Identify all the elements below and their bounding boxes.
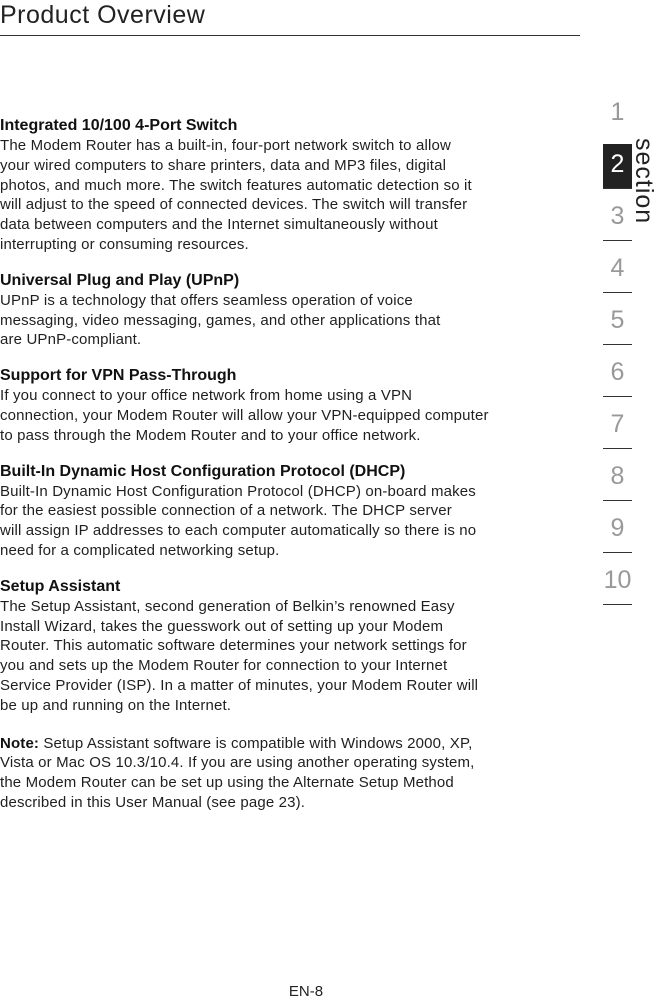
- body-line: Install Wizard, takes the guesswork out of setting up your Modem: [0, 617, 444, 635]
- body-line: you and sets up the Modem Router for connection to your Internet: [0, 657, 448, 675]
- section-tab-number: 6: [610, 358, 625, 386]
- body-line: Built-In Dynamic Host Configuration Protocol (DHCP) on-board makes: [0, 482, 476, 500]
- section-tab-9[interactable]: [603, 504, 632, 556]
- body-line: messaging, video messaging, games, and other applications that: [0, 311, 441, 329]
- body-line: If you connect to your office network from home using a VPN: [0, 387, 413, 405]
- section-tab-number: 3: [610, 202, 625, 230]
- section-tab-number: 5: [610, 306, 625, 334]
- section-tab-number: 7: [610, 410, 625, 438]
- section-tab-number: 10: [603, 566, 632, 594]
- section-heading: Support for VPN Pass-Through: [0, 367, 237, 385]
- section-tab-number: 8: [610, 462, 625, 490]
- section-heading: Universal Plug and Play (UPnP): [0, 271, 240, 289]
- section-dhcp: [0, 462, 575, 561]
- section-tab-8[interactable]: [603, 452, 632, 504]
- body-line: connection, your Modem Router will allow your VPN-equipped computer: [0, 406, 489, 424]
- body-line: Router. This automatic software determines your network settings for: [0, 637, 467, 655]
- section-tab-5[interactable]: [603, 296, 632, 348]
- section-body: [0, 291, 575, 350]
- note-line: Setup Assistant software is compatible with Windows 2000, XP,: [39, 734, 473, 752]
- body-line: photos, and much more. The switch features automatic detection so it: [0, 176, 472, 194]
- section-body: [0, 386, 575, 445]
- section-vpn: [0, 366, 575, 445]
- section-tab-1[interactable]: [603, 88, 632, 140]
- note-label: Note:: [0, 734, 40, 752]
- section-body: [0, 136, 575, 255]
- note-line: described in this User Manual (see page 23).: [0, 793, 306, 811]
- body-line: be up and running on the Internet.: [0, 696, 232, 714]
- section-tab-number: 2: [610, 150, 625, 178]
- body-line: The Setup Assistant, second generation of Belkin’s renowned Easy: [0, 597, 455, 615]
- body-line: will assign IP addresses to each computer automatically so there is no: [0, 522, 477, 540]
- page-title: Product Overview: [0, 1, 206, 29]
- section-label: section: [630, 138, 658, 225]
- section-tab-6[interactable]: [603, 348, 632, 400]
- section-tab-number: 4: [610, 254, 625, 282]
- section-upnp: [0, 271, 575, 350]
- section-heading: Built-In Dynamic Host Configuration Protocol (DHCP): [0, 462, 406, 480]
- title-divider: [0, 35, 580, 36]
- section-setup-assistant: [0, 577, 575, 716]
- body-line: to pass through the Modem Router and to your office network.: [0, 426, 421, 444]
- section-tab-10[interactable]: [603, 556, 632, 608]
- body-line: your wired computers to share printers, data and MP3 files, digital: [0, 156, 447, 174]
- section-tab-4[interactable]: [603, 244, 632, 296]
- body-line: interrupting or consuming resources.: [0, 235, 249, 253]
- section-tab-number: 1: [610, 98, 625, 126]
- body-line: for the easiest possible connection of a network. The DHCP server: [0, 502, 452, 520]
- body-line: UPnP is a technology that offers seamless operation of voice: [0, 291, 413, 309]
- main-content: [0, 116, 575, 813]
- section-tab-number: 9: [610, 514, 625, 542]
- note-paragraph: [0, 734, 575, 813]
- section-tab-7[interactable]: [603, 400, 632, 452]
- page-number: EN-8: [288, 983, 324, 1000]
- body-line: will adjust to the speed of connected devices. The switch will transfer: [0, 196, 468, 214]
- body-line: Service Provider (ISP). In a matter of minutes, your Modem Router will: [0, 676, 479, 694]
- body-line: are UPnP-compliant.: [0, 331, 142, 349]
- section-switch: [0, 116, 575, 255]
- note-line: Vista or Mac OS 10.3/10.4. If you are using another operating system,: [0, 754, 475, 772]
- body-line: need for a complicated networking setup.: [0, 541, 280, 559]
- section-heading: Setup Assistant: [0, 577, 121, 595]
- section-body: [0, 482, 575, 561]
- body-line: data between computers and the Internet simultaneously without: [0, 216, 438, 234]
- body-line: The Modem Router has a built-in, four-port network switch to allow: [0, 137, 451, 154]
- section-heading: Integrated 10/100 4-Port Switch: [0, 117, 238, 134]
- section-body: [0, 597, 575, 716]
- note-line: the Modem Router can be set up using the Alternate Setup Method: [0, 774, 454, 792]
